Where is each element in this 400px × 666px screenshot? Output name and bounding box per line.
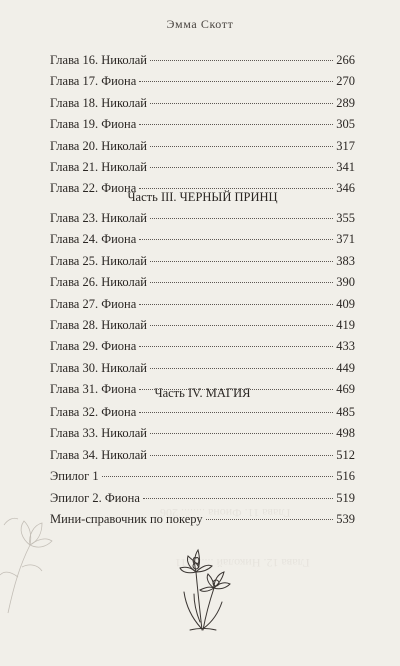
dot-leader <box>150 261 333 262</box>
toc-entry <box>50 445 355 466</box>
toc-entry <box>50 229 355 250</box>
entry-title: Глава 31. Фиона <box>50 382 137 397</box>
dot-leader <box>150 167 333 168</box>
entry-page: 266 <box>336 53 355 67</box>
toc-entry <box>50 402 355 423</box>
entry-title: Глава 33. Николай <box>50 426 147 441</box>
dot-leader <box>150 455 333 456</box>
toc-entry <box>50 71 355 92</box>
entry-title: Глава 30. Николай <box>50 360 147 375</box>
entry-page: 469 <box>336 382 355 397</box>
part-3-section <box>50 186 355 208</box>
entry-title: Эпилог 2. Фиона <box>50 490 140 505</box>
dot-leader <box>139 304 333 305</box>
running-header: Эмма Скотт <box>166 17 234 31</box>
dot-leader <box>139 239 333 240</box>
entry-title: Глава 20. Николай <box>50 138 147 153</box>
entry-page: 346 <box>336 181 355 196</box>
margin-flower-sketch-icon <box>0 505 70 615</box>
dot-leader <box>150 60 333 61</box>
entry-title: Глава 29. Фиона <box>50 339 137 354</box>
dot-leader <box>150 282 333 283</box>
part-heading: Часть III. ЧЕРНЫЙ ПРИНЦ <box>127 190 278 204</box>
entry-title: Глава 26. Николай <box>50 275 147 290</box>
toc-entry <box>50 336 355 357</box>
entry-page: 512 <box>336 447 355 462</box>
toc-entry <box>50 509 355 530</box>
toc-entry <box>50 157 355 178</box>
entry-page: 449 <box>336 360 355 375</box>
toc-entry <box>50 93 355 114</box>
entry-title: Глава 23. Николай <box>50 211 147 225</box>
entry-page: 516 <box>336 469 355 484</box>
entry-title: Глава 16. Николай <box>50 53 147 67</box>
entry-title: Эпилог 1 <box>50 469 99 484</box>
entry-title: Глава 27. Фиона <box>50 296 137 311</box>
toc-entry <box>50 251 355 272</box>
toc-group-3 <box>50 402 355 530</box>
entry-title: Глава 18. Николай <box>50 95 147 110</box>
toc-entry <box>50 136 355 157</box>
toc-entry <box>50 358 355 379</box>
dot-leader <box>150 103 333 104</box>
dot-leader <box>139 81 333 82</box>
entry-page: 409 <box>336 296 355 311</box>
toc-group-2 <box>50 208 355 401</box>
toc-entry <box>50 315 355 336</box>
dot-leader <box>150 433 333 434</box>
entry-title: Глава 28. Николай <box>50 317 147 332</box>
toc-entry <box>50 208 355 229</box>
dot-leader <box>150 368 333 369</box>
entry-title: Глава 34. Николай <box>50 447 147 462</box>
entry-title: Глава 21. Николай <box>50 159 147 174</box>
entry-page: 305 <box>336 117 355 132</box>
entry-title: Глава 25. Николай <box>50 253 147 268</box>
entry-page: 289 <box>336 95 355 110</box>
part-heading: Часть IV. МАГИЯ <box>154 386 251 400</box>
entry-page: 270 <box>336 74 355 89</box>
entry-title: Глава 17. Фиона <box>50 74 137 89</box>
entry-page: 383 <box>336 253 355 268</box>
dot-leader <box>206 519 334 520</box>
entry-title: Глава 32. Фиона <box>50 405 137 419</box>
entry-page: 390 <box>336 275 355 290</box>
entry-title: Мини-справочник по покеру <box>50 511 203 526</box>
dot-leader <box>139 412 333 413</box>
entry-page: 371 <box>336 232 355 247</box>
show-through-text: Глава 12. Николай ...... 211 <box>175 556 310 570</box>
dot-leader <box>139 124 333 125</box>
entry-page: 341 <box>336 159 355 174</box>
entry-page: 519 <box>336 490 355 505</box>
entry-page: 539 <box>336 511 355 526</box>
dot-leader <box>102 476 334 477</box>
entry-title: Глава 24. Фиона <box>50 232 137 247</box>
entry-title: Глава 19. Фиона <box>50 117 137 132</box>
toc-entry <box>50 466 355 487</box>
part-4-section <box>50 382 355 404</box>
toc-group-1 <box>50 50 355 200</box>
entry-page: 419 <box>336 317 355 332</box>
entry-page: 317 <box>336 138 355 153</box>
dot-leader <box>143 498 333 499</box>
dot-leader <box>150 218 333 219</box>
show-through-text: Глава 11. Фиона ........ 206 <box>160 506 291 520</box>
entry-page: 498 <box>336 426 355 441</box>
entry-title: Глава 22. Фиона <box>50 181 137 196</box>
entry-page: 485 <box>336 405 355 419</box>
toc-entry <box>50 423 355 444</box>
toc-entry <box>50 50 355 71</box>
narcissus-illustration-icon <box>172 532 234 632</box>
toc-entry <box>50 488 355 509</box>
toc-entry <box>50 294 355 315</box>
entry-page: 433 <box>336 339 355 354</box>
dot-leader <box>150 146 333 147</box>
dot-leader <box>150 325 333 326</box>
toc-entry <box>50 114 355 135</box>
toc-entry <box>50 272 355 293</box>
dot-leader <box>139 346 333 347</box>
entry-page: 355 <box>336 211 355 225</box>
